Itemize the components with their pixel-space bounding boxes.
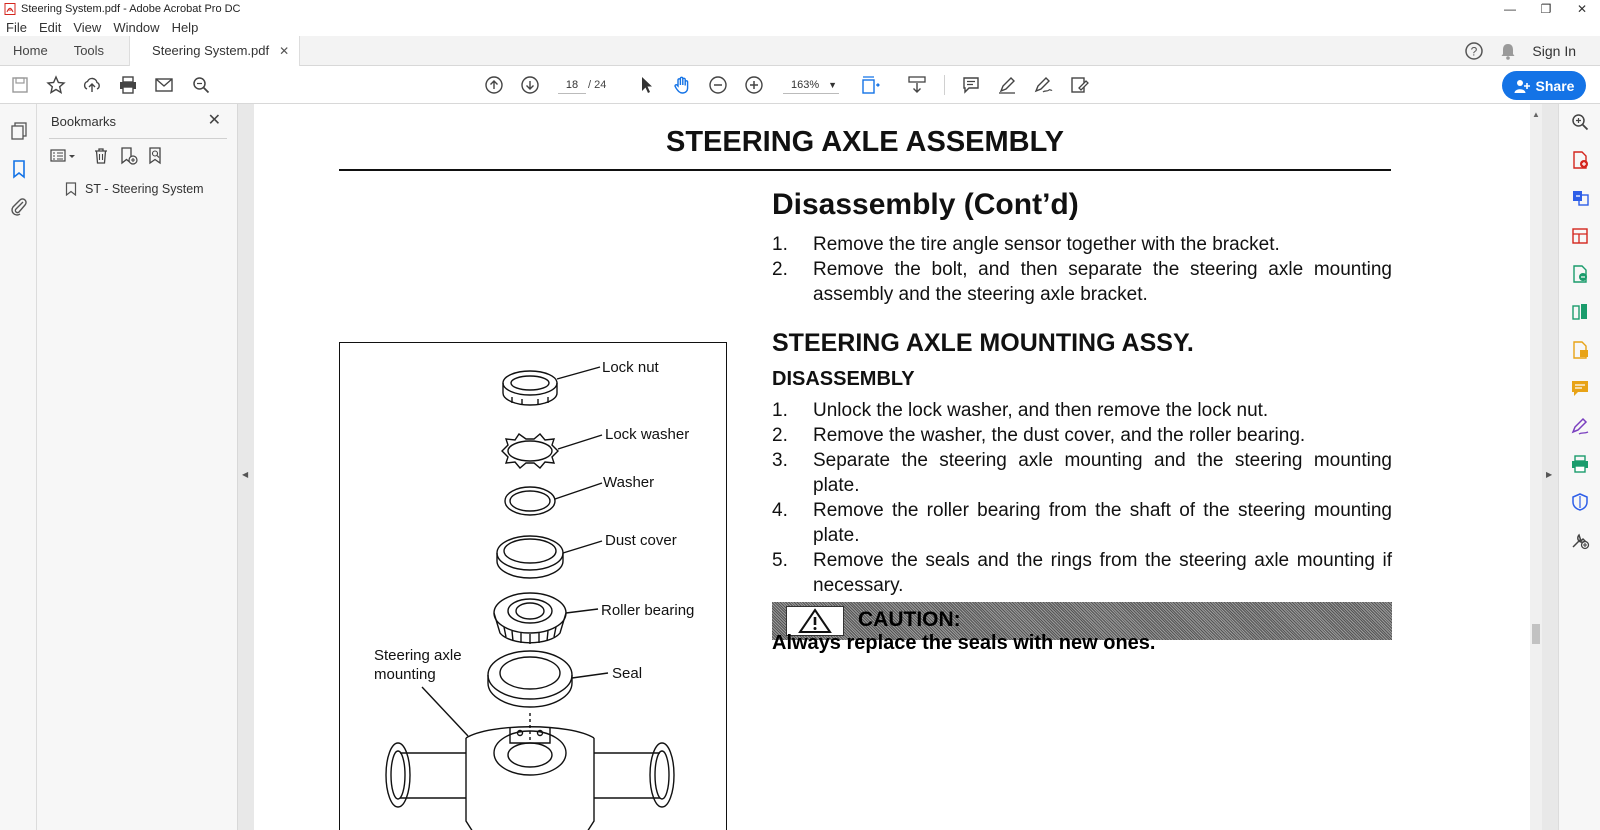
fill-and-sign-icon[interactable] <box>1570 416 1590 436</box>
left-navigation-rail <box>0 104 37 830</box>
sign-icon[interactable] <box>1033 75 1053 95</box>
chevron-down-icon: ▼ <box>828 80 837 90</box>
chevron-left-icon: ◀ <box>242 470 249 479</box>
step-text: Remove the washer, the dust cover, and the roller bearing. <box>813 425 1306 446</box>
save-icon[interactable] <box>10 75 30 95</box>
bookmark-item-label: ST - Steering System <box>85 182 204 196</box>
main-toolbar <box>0 66 1600 104</box>
label-steering-axle-mounting-line2: mounting <box>374 666 436 683</box>
label-dust-cover: Dust cover <box>605 532 677 549</box>
sign-in-link[interactable]: Sign In <box>1532 43 1576 59</box>
minimize-button[interactable]: — <box>1504 2 1516 16</box>
search-zoom-icon[interactable] <box>191 75 211 95</box>
share-button-label: Share <box>1535 77 1575 94</box>
find-bookmark-icon[interactable] <box>147 146 169 166</box>
create-pdf-icon[interactable] <box>1570 150 1590 170</box>
menu-window[interactable]: Window <box>113 19 160 35</box>
section-title-mounting-assy: STEERING AXLE MOUNTING ASSY. <box>772 329 1194 357</box>
list-item <box>772 232 1392 257</box>
next-page-icon[interactable] <box>520 75 540 95</box>
step-number: 1. <box>772 234 788 255</box>
new-bookmark-icon[interactable] <box>119 146 141 166</box>
page-total: / 24 <box>588 79 607 91</box>
bookmark-star-icon[interactable] <box>46 75 66 95</box>
bookmark-options-icon[interactable] <box>49 146 79 166</box>
hand-tool-icon[interactable] <box>672 75 692 95</box>
zoom-in-icon[interactable] <box>744 75 764 95</box>
edit-pdf-icon[interactable] <box>1570 226 1590 246</box>
toolbar-separator <box>944 75 945 95</box>
help-icon[interactable] <box>1464 41 1484 61</box>
comment-tool-icon[interactable] <box>1570 378 1590 398</box>
print-icon[interactable] <box>118 75 138 95</box>
collapse-left-panel-handle[interactable] <box>238 104 254 830</box>
highlight-pen-icon[interactable] <box>997 75 1017 95</box>
section-subtitle-disassembly: DISASSEMBLY <box>772 368 915 390</box>
fill-sign-doc-icon[interactable] <box>1570 340 1590 360</box>
tab-document[interactable] <box>129 36 300 66</box>
step-number: 4. <box>772 500 788 521</box>
list-item <box>772 548 1392 598</box>
page-number-input[interactable]: 18 <box>558 76 586 94</box>
label-lock-nut: Lock nut <box>602 359 659 376</box>
collapse-right-panel-handle[interactable] <box>1542 104 1558 830</box>
bookmarks-panel-title: Bookmarks <box>51 114 117 129</box>
add-user-icon <box>1514 78 1530 94</box>
acrobat-app-icon <box>4 3 16 15</box>
scrollbar-thumb[interactable] <box>1532 624 1540 644</box>
section-title-disassembly: Disassembly (Cont’d) <box>772 188 1079 221</box>
protect-shield-icon[interactable] <box>1570 492 1590 512</box>
document-page <box>254 104 1530 830</box>
zoom-level-dropdown[interactable] <box>783 76 839 94</box>
menu-help[interactable]: Help <box>171 19 199 35</box>
label-washer: Washer <box>603 474 655 491</box>
step-text: Remove the roller bearing from the shaft of the steering mounting plate. <box>813 500 1392 546</box>
heading-rule <box>339 169 1391 171</box>
window-titlebar <box>0 0 1600 18</box>
print-production-icon[interactable] <box>1570 454 1590 474</box>
organize-pages-icon[interactable] <box>1570 302 1590 322</box>
disassembly-steps-list <box>772 232 1392 307</box>
exploded-view-figure <box>339 342 727 830</box>
label-seal: Seal <box>612 665 643 682</box>
list-item <box>772 498 1392 548</box>
more-tools-icon[interactable] <box>1570 530 1590 550</box>
close-tab-icon[interactable]: ✕ <box>279 43 290 58</box>
right-tools-rail <box>1558 104 1600 830</box>
bookmarks-panel <box>37 104 238 830</box>
select-cursor-icon[interactable] <box>636 75 656 95</box>
delete-bookmark-icon[interactable] <box>91 146 113 166</box>
email-icon[interactable] <box>154 75 174 95</box>
step-text: Separate the steering axle mounting and the steering mounting plate. <box>813 450 1392 496</box>
stamp-icon[interactable] <box>1069 75 1089 95</box>
combine-files-icon[interactable] <box>1570 264 1590 284</box>
close-window-button[interactable]: ✕ <box>1576 2 1588 16</box>
svg-text:?: ? <box>1471 44 1478 59</box>
menu-edit[interactable]: Edit <box>38 19 62 35</box>
fit-page-icon[interactable] <box>860 75 880 95</box>
step-text: Remove the bolt, and then separate the steering axle mounting assembly and the steering axle bracket. <box>813 259 1392 305</box>
label-roller-bearing: Roller bearing <box>601 602 695 619</box>
step-number: 3. <box>772 450 788 471</box>
step-number: 2. <box>772 425 788 446</box>
page-heading: STEERING AXLE ASSEMBLY <box>665 126 1064 158</box>
vertical-scrollbar[interactable] <box>1530 104 1542 830</box>
zoom-level-value: 163% <box>791 79 820 91</box>
step-text: Remove the tire angle sensor together with the bracket. <box>813 234 1280 255</box>
bookmark-icon <box>65 182 77 196</box>
page-thumbnails-icon[interactable] <box>9 121 29 141</box>
panel-divider <box>49 138 227 139</box>
list-item <box>772 257 1392 307</box>
step-text: Remove the seals and the rings from the steering axle mounting if necessary. <box>813 550 1392 596</box>
tab-bar <box>0 36 1600 66</box>
bookmark-item[interactable] <box>65 182 204 196</box>
exploded-view-drawing <box>340 343 728 830</box>
step-number: 2. <box>772 259 788 280</box>
step-number: 5. <box>772 550 788 571</box>
export-pdf-icon[interactable] <box>1570 188 1590 208</box>
list-item <box>772 448 1392 498</box>
bookmarks-panel-icon[interactable] <box>9 159 29 179</box>
upload-cloud-icon[interactable] <box>82 75 102 95</box>
share-button[interactable] <box>1502 71 1586 100</box>
list-item <box>772 423 1392 448</box>
close-panel-icon[interactable]: ✕ <box>207 112 221 129</box>
attachments-paperclip-icon[interactable] <box>9 196 29 216</box>
step-text: Unlock the lock washer, and then remove the lock nut. <box>813 400 1269 421</box>
step-number: 1. <box>772 400 788 421</box>
menu-file[interactable]: File <box>6 19 27 35</box>
menu-view[interactable]: View <box>73 19 102 35</box>
scroll-up-arrow-icon[interactable]: ▲ <box>1532 110 1540 119</box>
label-lock-washer: Lock washer <box>605 426 690 443</box>
notification-bell-icon[interactable] <box>1498 41 1518 61</box>
caution-label: CAUTION: <box>858 608 961 631</box>
search-tool-icon[interactable] <box>1570 112 1590 132</box>
menu-bar <box>0 18 1600 36</box>
tab-tools[interactable]: Tools <box>73 42 105 58</box>
tab-document-label: Steering System.pdf <box>152 43 270 58</box>
previous-page-icon[interactable] <box>484 75 504 95</box>
tab-home[interactable]: Home <box>13 42 48 58</box>
list-item <box>772 398 1392 423</box>
chevron-right-icon: ▶ <box>1546 470 1553 479</box>
restore-button[interactable]: ❐ <box>1540 2 1552 16</box>
scroll-mode-icon[interactable] <box>907 75 927 95</box>
mounting-steps-list <box>772 398 1392 598</box>
caution-text: Always replace the seals with new ones. <box>772 632 1156 654</box>
label-steering-axle-mounting-line1: Steering axle <box>374 647 462 664</box>
zoom-out-icon[interactable] <box>708 75 728 95</box>
window-title: Steering System.pdf - Adobe Acrobat Pro DC <box>21 3 241 15</box>
comment-icon[interactable] <box>961 75 981 95</box>
